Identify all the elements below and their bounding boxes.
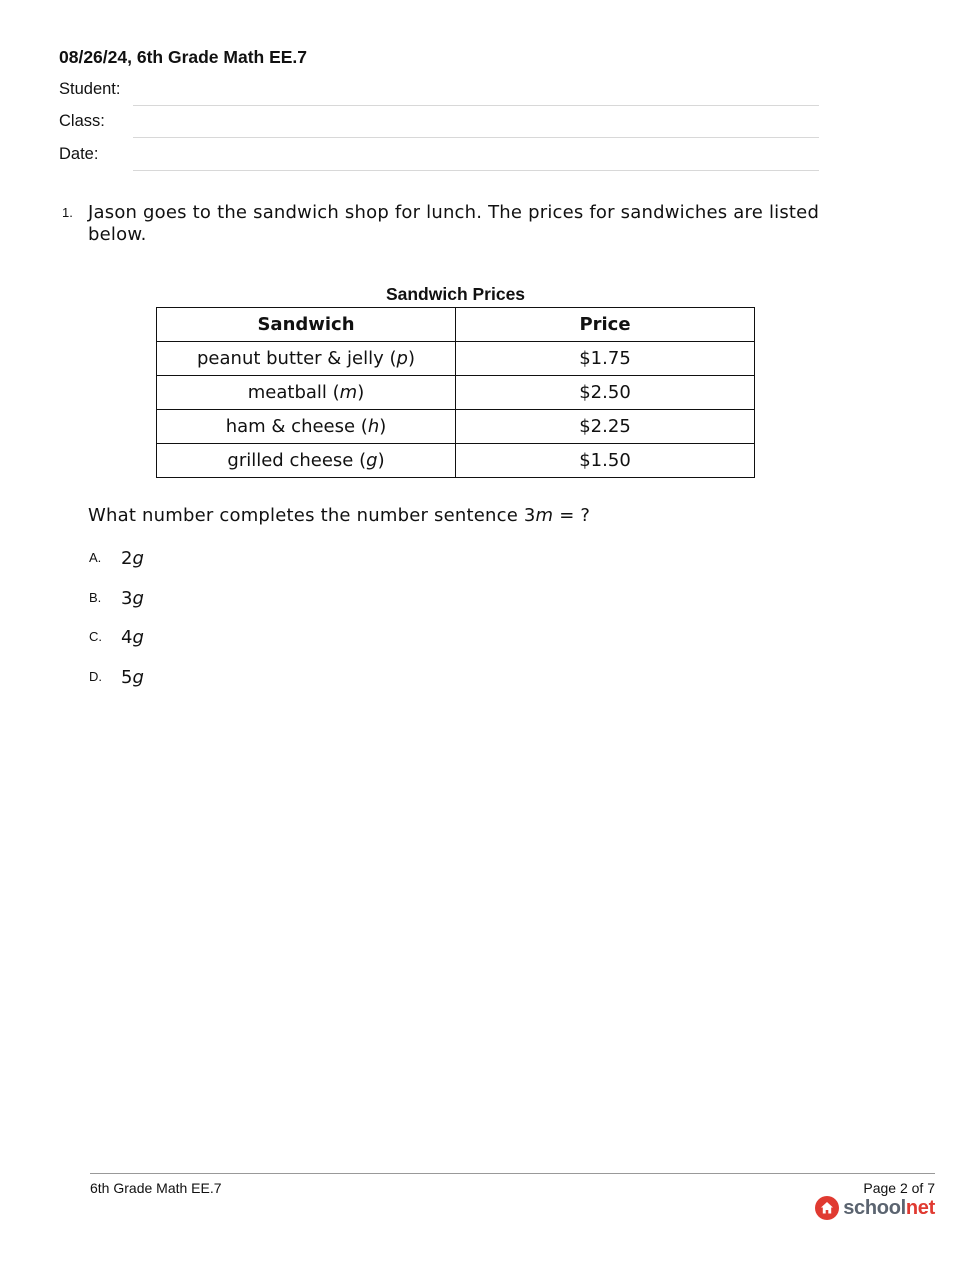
- sandwich-variable: h: [367, 416, 380, 437]
- home-icon: [815, 1196, 839, 1220]
- sandwich-name: ham & cheese: [225, 416, 356, 437]
- header-price: Price: [456, 308, 755, 342]
- table-caption: Sandwich Prices: [385, 284, 526, 304]
- date-field: [59, 145, 819, 171]
- date-label: Date:: [59, 145, 99, 163]
- price-cell: $2.50: [456, 376, 755, 410]
- page-header-title: 08/26/24, 6th Grade Math EE.7: [59, 47, 308, 67]
- choice-text: 4g: [121, 627, 144, 648]
- date-line: [133, 170, 819, 171]
- brand-name: schoolnet: [843, 1196, 935, 1219]
- table-row: [157, 342, 755, 376]
- sandwich-name: meatball: [247, 382, 327, 403]
- sandwich-name: peanut butter & jelly: [197, 348, 384, 369]
- sandwich-cell: meatball (m): [157, 376, 456, 410]
- question-text: Jason goes to the sandwich shop for lunch. The prices for sandwiches are listed below.: [88, 202, 820, 245]
- table-row: [157, 410, 755, 444]
- sandwich-cell: peanut butter & jelly (p): [157, 342, 456, 376]
- header-sandwich: Sandwich: [157, 308, 456, 342]
- class-field: [59, 112, 819, 138]
- prompt-variable: m: [535, 505, 554, 526]
- choice-letter: D.: [89, 669, 102, 684]
- choice-letter: B.: [89, 590, 102, 605]
- table-header-row: [157, 308, 755, 342]
- price-cell: $1.50: [456, 444, 755, 478]
- class-label: Class:: [59, 112, 105, 130]
- prompt-suffix: = ?: [553, 505, 591, 526]
- prompt-text: What number completes the number sentence 3: [88, 505, 536, 526]
- page-indicator: Page 2 of 7: [863, 1180, 935, 1196]
- sandwich-cell: ham & cheese (h): [157, 410, 456, 444]
- price-cell: $2.25: [456, 410, 755, 444]
- footer-divider: [90, 1173, 935, 1174]
- sandwich-variable: m: [339, 382, 358, 403]
- sandwich-cell: grilled cheese (g): [157, 444, 456, 478]
- class-line: [133, 137, 819, 138]
- schoolnet-logo: [815, 1194, 935, 1222]
- sandwich-variable: g: [366, 450, 378, 471]
- table-row: [157, 376, 755, 410]
- table-row: [157, 444, 755, 478]
- choice-text: 5g: [121, 667, 144, 688]
- price-cell: $1.75: [456, 342, 755, 376]
- question-number: 1.: [62, 205, 73, 220]
- choice-letter: A.: [89, 550, 102, 565]
- footer-title: 6th Grade Math EE.7: [90, 1180, 222, 1196]
- student-line: [133, 105, 819, 106]
- student-field: [59, 80, 819, 106]
- student-label: Student:: [59, 80, 121, 98]
- sandwich-name: grilled cheese: [227, 450, 354, 471]
- question-prompt: [88, 505, 590, 526]
- choice-letter: C.: [89, 629, 102, 644]
- choice-text: 3g: [121, 588, 144, 609]
- sandwich-prices-table: [156, 307, 755, 478]
- choice-text: 2g: [121, 548, 144, 569]
- sandwich-variable: p: [396, 348, 408, 369]
